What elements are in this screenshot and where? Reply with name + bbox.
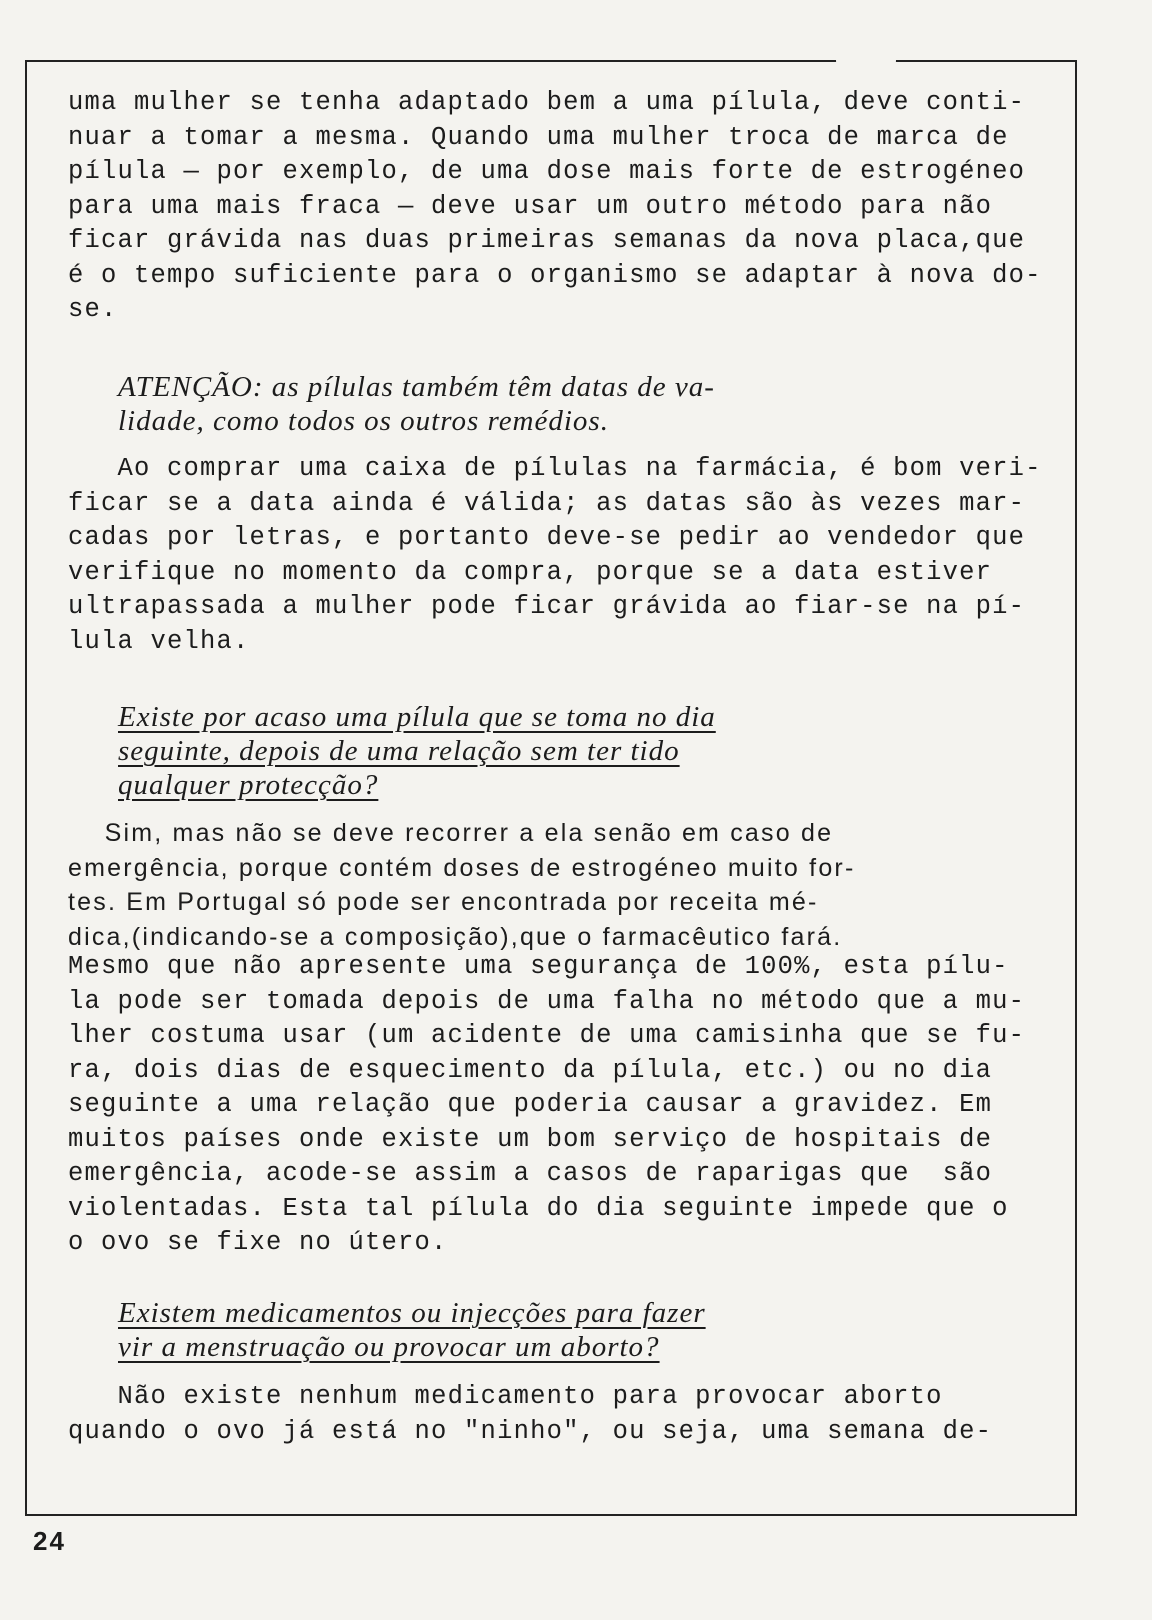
question-morning-after-pill: [118, 700, 1018, 802]
paragraph-expiry-dates: Ao comprar uma caixa de pílulas na farmácia, é bom veri- ficar se a data ainda é válida; as datas são às vezes mar- cadas por letras, e portanto deve-se pedir ao vendedor que verifique no momento da compra, porque se a data estiver ultrapassada a mulher pode ficar grávida ao fiar-se na pí- lula velha.: [68, 454, 1042, 656]
question-line: Existe por acaso uma pílula que se toma no dia: [118, 701, 716, 733]
question-line: qualquer protecção?: [118, 769, 379, 801]
question-line: seguinte, depois de uma relação sem ter tido: [118, 735, 680, 767]
answer-morning-after-pill: Mesmo que não apresente uma segurança de 100%, esta pílu- la pode ser tomada depois de uma falha no método que a mu- lher costuma usar (um acidente de uma camisinha que se fu- ra, dois dias de esquecimento da pílula, etc.) ou no dia seguinte a uma relação que poderia causar a gravidez. Em muitos países onde existe um bom serviço de hospitais de emergência, acode-se assim a casos de raparigas que são violentadas. Esta tal pílula do dia seguinte impede que o o ovo se fixe no útero.: [68, 952, 1026, 1257]
question-menstruation-abortion: [118, 1296, 1018, 1364]
page-number: 24: [33, 1526, 66, 1556]
answer-morning-after-pill-intro: Sim, mas não se deve recorrer a ela senão em caso de emergência, porque contém doses de estrogéneo muito for- tes. Em Portugal só pode ser encontrada por receita mé- dica,(indicando-se a composição),que o farmacêutico fará.: [68, 819, 856, 951]
attention-note: ATENÇÃO: as pílulas também têm datas de va- lidade, como todos os outros remédios.: [118, 371, 715, 437]
question-line: Existem medicamentos ou injecções para fazer: [118, 1297, 706, 1329]
question-line: vir a menstruação ou provocar um aborto?: [118, 1331, 660, 1363]
paragraph-pill-switching: uma mulher se tenha adaptado bem a uma pílula, deve conti- nuar a tomar a mesma. Quando uma mulher troca de marca de pílula — por exemplo, de uma dose mais forte de estrogéneo para uma mais fraca — deve usar um outro método para não ficar grávida nas duas primeiras semanas da nova placa,que é o tempo suficiente para o organismo se adaptar à nova do- se.: [68, 88, 1042, 324]
page-punch-mark: [836, 30, 896, 90]
answer-menstruation-abortion: Não existe nenhum medicamento para provocar aborto quando o ovo já está no "ninho", ou seja, uma semana de-: [68, 1382, 993, 1446]
